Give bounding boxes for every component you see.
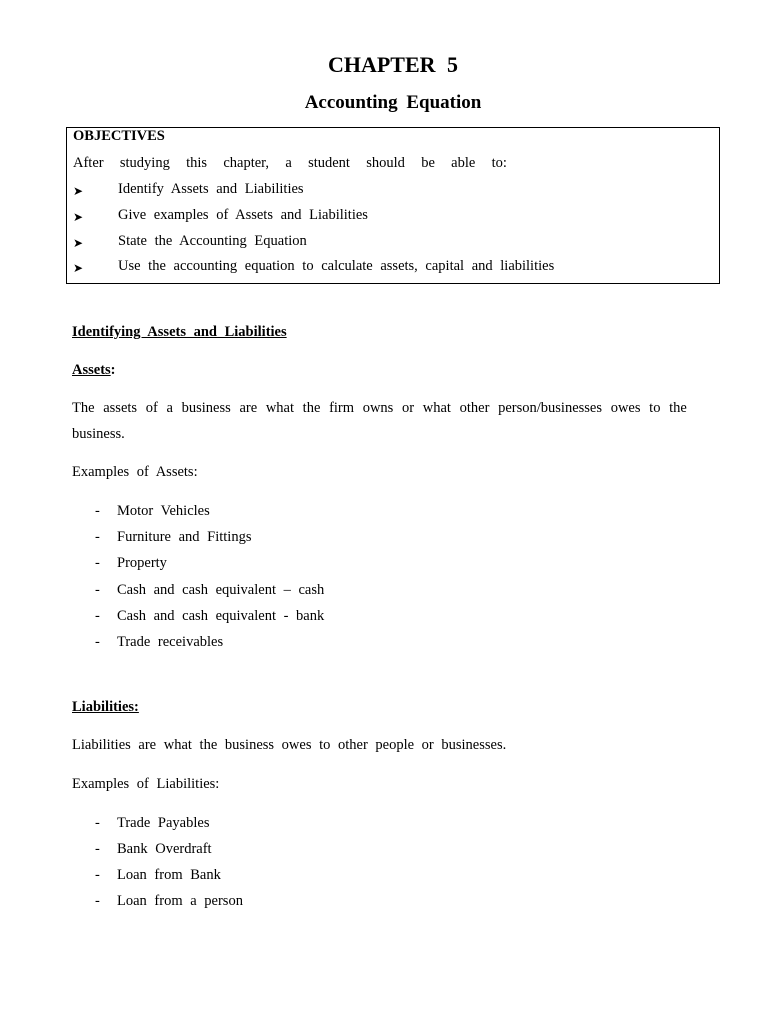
word: The bbox=[72, 400, 95, 416]
list-dash: - bbox=[95, 815, 100, 831]
list-dash: - bbox=[95, 608, 100, 624]
word: are bbox=[239, 400, 258, 416]
assets-heading-colon: : bbox=[110, 362, 116, 378]
list-dash: - bbox=[95, 634, 100, 650]
liabilities-examples-label: Examples of Liabilities: bbox=[72, 776, 220, 792]
word: owes bbox=[610, 400, 641, 416]
word: to bbox=[649, 400, 661, 416]
arrow-bullet-icon: ➤ bbox=[73, 261, 84, 275]
word: of bbox=[145, 400, 158, 416]
word: a bbox=[285, 155, 292, 171]
assets-heading bbox=[72, 362, 116, 379]
objective-text: Identify Assets and Liabilities bbox=[118, 181, 304, 197]
word: assets bbox=[103, 400, 138, 416]
asset-example-text: Property bbox=[117, 555, 167, 571]
word: what bbox=[422, 400, 451, 416]
asset-example-text: Furniture and Fittings bbox=[117, 529, 252, 545]
list-dash: - bbox=[95, 867, 100, 883]
objective-text: Give examples of Assets and Liabilities bbox=[118, 207, 368, 223]
objectives-heading: OBJECTIVES bbox=[73, 128, 165, 144]
arrow-bullet-icon: ➤ bbox=[73, 184, 84, 198]
word: chapter, bbox=[223, 155, 270, 171]
objective-text: Use the accounting equation to calculate assets, capital and liabilities bbox=[118, 258, 555, 274]
list-dash: - bbox=[95, 503, 100, 519]
word: the bbox=[302, 400, 321, 416]
word: the bbox=[669, 400, 687, 416]
word: what bbox=[265, 400, 294, 416]
list-dash: - bbox=[95, 582, 100, 598]
word: studying bbox=[119, 155, 170, 171]
section-heading: Identifying Assets and Liabilities bbox=[72, 324, 287, 340]
assets-definition-line bbox=[72, 400, 687, 417]
liability-example-text: Loan from Bank bbox=[117, 867, 221, 883]
word: other bbox=[459, 400, 490, 416]
word: After bbox=[73, 155, 104, 171]
asset-example-text: Cash and cash equivalent - bank bbox=[117, 608, 325, 624]
chapter-subtitle: Accounting Equation bbox=[304, 92, 482, 113]
word: this bbox=[186, 155, 208, 171]
liabilities-heading: Liabilities: bbox=[72, 699, 139, 715]
objective-text: State the Accounting Equation bbox=[118, 233, 307, 249]
word: person/businesses bbox=[498, 400, 603, 416]
list-dash: - bbox=[95, 555, 100, 571]
asset-example-text: Motor Vehicles bbox=[117, 503, 210, 519]
word: business bbox=[181, 400, 231, 416]
assets-definition-line-2: business. bbox=[72, 426, 125, 442]
objectives-box bbox=[66, 127, 720, 284]
asset-example-text: Trade receivables bbox=[117, 634, 224, 650]
asset-example-text: Cash and cash equivalent – cash bbox=[117, 582, 325, 598]
arrow-bullet-icon: ➤ bbox=[73, 210, 84, 224]
word: to: bbox=[491, 155, 507, 171]
word: or bbox=[402, 400, 415, 416]
word: should bbox=[366, 155, 405, 171]
list-dash: - bbox=[95, 893, 100, 909]
list-dash: - bbox=[95, 841, 100, 857]
liability-example-text: Bank Overdraft bbox=[117, 841, 212, 857]
word: able bbox=[451, 155, 476, 171]
objectives-intro bbox=[73, 155, 507, 172]
word: firm bbox=[329, 400, 355, 416]
assets-heading-text: Assets bbox=[72, 362, 111, 378]
assets-examples-label: Examples of Assets: bbox=[72, 464, 198, 480]
word: be bbox=[421, 155, 435, 171]
liabilities-definition: Liabilities are what the business owes to other people or businesses. bbox=[72, 737, 507, 753]
list-dash: - bbox=[95, 529, 100, 545]
word: owns bbox=[362, 400, 394, 416]
liability-example-text: Loan from a person bbox=[117, 893, 243, 909]
liability-example-text: Trade Payables bbox=[117, 815, 210, 831]
word: student bbox=[308, 155, 350, 171]
word: a bbox=[166, 400, 173, 416]
arrow-bullet-icon: ➤ bbox=[73, 236, 84, 250]
chapter-title: CHAPTER 5 bbox=[327, 52, 459, 77]
